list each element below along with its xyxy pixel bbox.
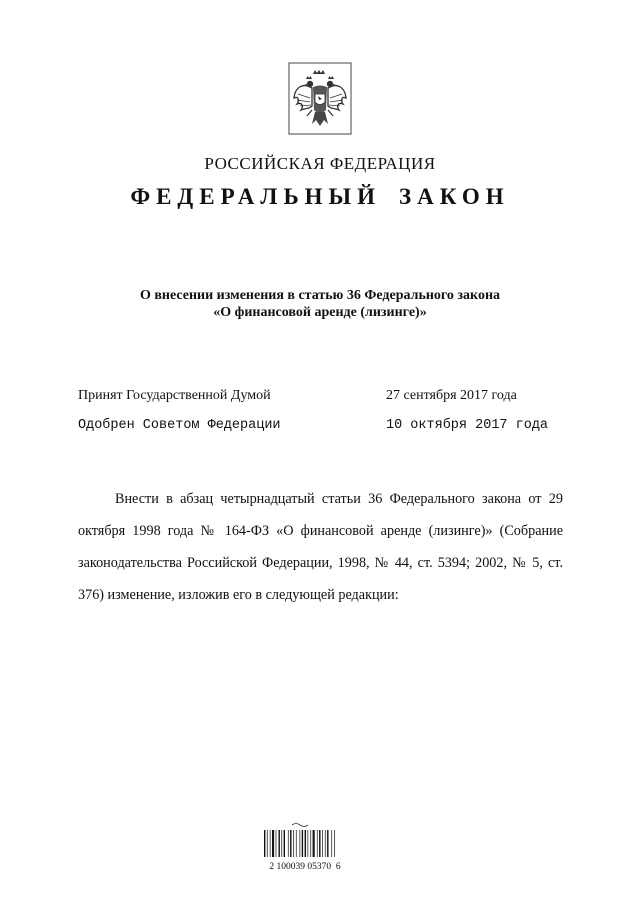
document-type-word1: ФЕДЕРАЛЬНЫЙ [130, 184, 382, 209]
barcode-icon [262, 822, 338, 858]
country-name: РОССИЙСКАЯ ФЕДЕРАЦИЯ [204, 154, 436, 173]
duma-adoption-date: 27 сентября 2017 года [386, 388, 517, 403]
body-paragraph: Внести в абзац четырнадцатый статьи 36 Федерального закона от 29 октября 1998 года № 164-ФЗ «О финансовой аренде (лизинге)» (Собрание законодательства Российской Федерации, 1998, № 44, ст. 5394; 2002, № 5, ст. 376) изменение, изложив его в следующей редакции: [78, 491, 563, 603]
law-body [78, 483, 563, 611]
council-approval-label: Одобрен Советом Федерации [78, 418, 281, 433]
duma-adoption-label: Принят Государственной Думой [78, 388, 271, 403]
document-type [0, 184, 640, 210]
law-title-line1: О внесении изменения в статью 36 Федерального закона [139, 288, 501, 303]
law-title [0, 287, 640, 321]
law-title-line2: «О финансовой аренде (лизинге)» [213, 305, 427, 320]
document-type-word2: ЗАКОН [399, 184, 510, 209]
council-approval-date: 10 октября 2017 года [386, 418, 549, 433]
state-emblem-icon [288, 62, 352, 135]
barcode-number: 2 100039 05370 6 [269, 862, 341, 872]
